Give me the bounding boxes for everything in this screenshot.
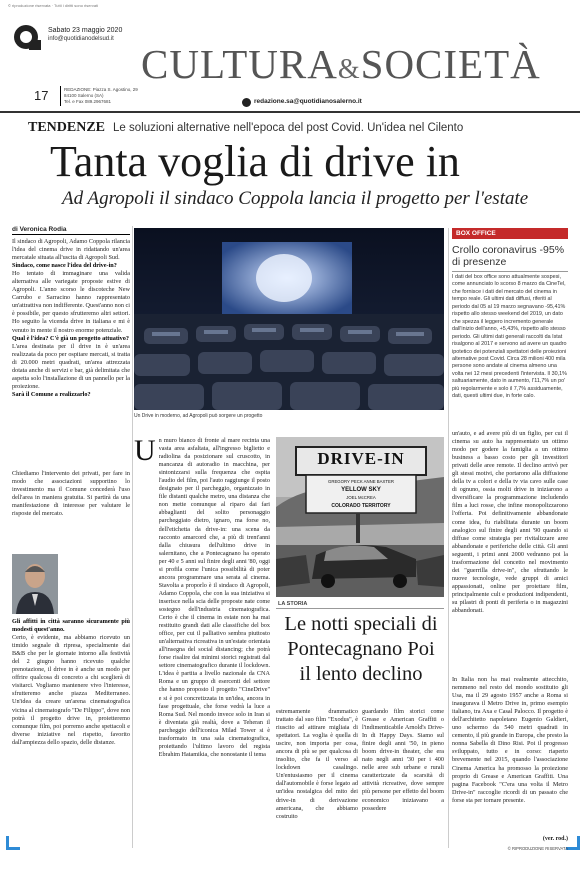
issue-date: Sabato 23 maggio 2020 [48, 27, 123, 34]
masthead-email: info@quotidianodelsud.it [48, 36, 114, 42]
kicker-text: Le soluzioni alternative nell'epoca del post Covid. Un'idea nel Cilento [113, 122, 464, 134]
section-title [141, 40, 541, 88]
masthead-logo [12, 24, 42, 52]
redazione-email: redazione.sa@quotidianosalerno.it [254, 98, 362, 105]
redazione-address-2: 84100 Salerno (SA) [64, 93, 104, 98]
interview-a3: Chiediamo l'intervento dei privati, per fare in modo che associazioni supportino lo investimento ma il Comune concederà l'uso dell'area in maniera gratuita. Si partirà da una manifestazione di interesse per valutare le risposte del mercato. [12, 470, 130, 518]
box-office-label: BOX OFFICE [452, 228, 568, 239]
center-article [134, 437, 270, 837]
interview-p1: Il sindaco di Agropoli, Adamo Coppola rilancia l'idea del cinema drive in ridattando un'area mercatale situata all'uscita di Agropoli Sud. [12, 238, 130, 262]
interview-a4: Certo, è evidente, ma abbiamo ricevuto un timido segnale di ripresa, specialmente dai B&B che per le giornate intorno alla festività del 2 giugno hanno ricevuto qualche prenotazione, il drive in è anche un modo per offrire qualcosa di concreto a chi sceglierà di visitarci. Vogliamo mantenere vivo l'interesse, sfrutteremo anche piazza Mediterraneo. Un'idea da creare un'arena cinematografica vicina al cinematografo "De Filippo", dove non potrà il progetto drive in, proietteremo comunque film, poi porremo anche spettacoli e diverse iniziative nel rispetto, favorito dall'ampiezza dello spazio, delle distanze. [12, 634, 130, 746]
drivein-sign-line1: GREGORY PECK ANNE BAXTER [328, 479, 394, 484]
drivein-night-photo [134, 228, 444, 410]
box-office-body: I dati del box office sono attualmente sospesi, come annunciato lo scorso 8 marzo da CineTel, che fornisce i dati del mercato del cinema in tempo reale. Gli ultimi dati diffusi, riferiti al periodo dal 05 al 19 marzo segnavano -95,41% rispetto allo stesso weekend del 2019, un dato che spezza il leggero incremento generale dall'inizio dell'anno, +5,43%, rispetto allo stesso periodo. Gli ultimi dati generali raccolti da Istat risalgono al 2017 e servono ad avere un quadro ipotetico dei potenziali spettatori delle proiezioni alternative post Covid. Circa 28 milioni 400 mila persone sono andate al cinema almeno una volta nei 12 mesi precedenti l'intervista. Il 30,1% saltuariamente, dato in aumento, l'11,7% un po' più regolarmente e solo il 7,7% assiduamente, dati, questi ultimi due, in forte calo. [452, 274, 567, 400]
interview-a1: Ho tentato di immaginare una valida alternativa alle variegate proposte estive di Agropoli. L'anno scorso le discoteche New Carrubo e Sarracino hanno rappresentato un'attrattiva non indifferente. Quest'anno non ci è possibile, per questo sfrutteremo altri settori. Ho seguito la vicenda drive in italiana e mi è venuto in mente il nostro enorme potenziale. [12, 270, 130, 334]
bottom-column-1: estremamente drammatico trattato dal suo film "Exodus", è riuscito ad attirare migliaia di spettatori. La voglia è quella di uscire, non importa per cosa, ancora di più se per qualcosa di insolito, che fa il verso al lockdown casalingo. Un'entusiasmo per il cinema dall'automobile è forse legato ad un'idea nostalgica del mito dei drive-in di derivazione americana, che abbiamo costruito [276, 708, 358, 820]
kicker [28, 118, 463, 136]
drivein-sign-line2: YELLOW SKY [341, 487, 381, 493]
byline: di Veronica Rodia [12, 226, 67, 233]
storia-headline: Le notti speciali di Pontecagnano Poi il lento declino [284, 613, 438, 685]
box-office-title: Crollo coronavirus -95% di presenze [452, 244, 565, 268]
interview-q2: Qual è l'idea? C'è già un progetto attuativo? [12, 334, 129, 342]
drivein-sign-line4: COLORADO TERRITORY [331, 503, 391, 509]
mayor-portrait [12, 554, 58, 614]
section-title-right: SOCIETÀ [360, 41, 541, 87]
page-number: 17 [34, 88, 49, 103]
interview-a2: L'area destinata per il drive in è un'area realizzata da poco per ospitare mercati, si tratta di 20.000 metri quadrati, un'area attrezzata dotata anche di servizi e bar, già delimitata che aspetta solo l'installazione di un pannello per la proiezione. [12, 342, 130, 390]
copyright: © RIPRODUZIONE RISERVATA [507, 846, 568, 851]
subheadline: Ad Agropoli il sindaco Coppola lancia il progetto per l'estate [62, 188, 529, 209]
section-title-amp: & [337, 54, 361, 85]
dropcap: U [134, 437, 156, 467]
interview-column-3 [62, 556, 130, 614]
interview-column-4 [12, 618, 130, 848]
interview-q4: Gli affitti in città saranno sicuramente più modesti quest'anno. [12, 618, 130, 634]
email-icon [242, 98, 251, 107]
corner-mark-right [566, 836, 580, 850]
redazione-address-3: Tel. e Fax 089.2967681 [64, 99, 112, 104]
headline: Tanta voglia di drive in [50, 137, 460, 186]
center-article-text: n muro bianco di fronte al mare recinta una vasta area asfaltata, all'ingresso biglietto e radiolina da posizionare sul cruscotto, in mancanza di autoradio in macchina, per sintonizzarsi sulla frequenza che ospita l'audio del film, poi l'auto raggiunge il posto designato per il parcheggio, organizzato in file distanti qualche metro, una distanza che non mette comunque al riparo dai fari abbaglianti del solito personaggio parcheggiato dietro, ignaro, ma forse no, dell'etichetta da drive-in: una scena da racconto amarcord che, a più di trent'anni dalla chiusura dell'ultimo drive in salernitano, che a Pontecagnano ha operato per 40 e 5 anni sul finire degli anni '80, oggi si profila come l'unica possibilità di poter ancora programmare una serata al cinema. Stavolta a proporlo è il sindaco di Agropoli, Adamo Coppola, che con la sua iniziativa si inserisce nella scia delle proposte nate come sostegno dell'industria cinematografica. Certo è che il cinema in estate non ha mai restituito grandi dati alle classifiche del box office, per cui il palliativo sembra piuttosto un'alternativa ricreativa in un'estate orientata all'insegna del social distancing; che potrà forse risalire dai minimi storici registrati dal settore cinematografico durante il lockdown. L'idea è partita a livello nazionale da CNA Roma e un gruppo di esercenti del settore che hanno proposto il progetto "CineDrive" e si è poi concretizzata in un'idea, ancora in fase progettuale, che forse vedrà la luce a Roma Sud. Nel mondo invece solo in Iran si è diventata già realtà, dove a Teheran il parcheggio dell'iconica Milad Tower si è trasformato in una sala cinematografica, proiettando l'ultimo lavoro del regista Ebrahim Hatamikia, che nonostante il tema [158, 437, 270, 758]
interview-q3: Sarà il Comune a realizzarlo? [12, 390, 91, 398]
kicker-label: TENDENZE [28, 120, 106, 135]
drivein-vintage-photo [276, 437, 444, 597]
interview-column [12, 238, 130, 468]
photo1-caption: Un Drive in moderno, ad Agropoli può sorgere un progetto [134, 413, 263, 419]
bottom-column-2: guardando film storici come Grease e American Graffiti o l'indimenticabile Arnold's Drive-In di Happy Days. Siamo sul finire degli anni '50, in pieno boom drive-in theater, che era nato negli anni '30 per i 400 nelle aree sub urbane e rurali caratterizzate da scarsità di attività ricreative, dove sempre più persone per effetto del boom economico iniziavano a possedere [362, 708, 444, 812]
drivein-sign-lines [306, 478, 416, 510]
interview-q1: Sindaco, come nasce l'idea del drive-in? [12, 262, 117, 270]
section-title-left: CULTURA [141, 41, 338, 87]
interview-column-2 [12, 470, 130, 554]
redazione-address-1: REDAZIONE: Piazza S. Agostino, 29 [64, 87, 138, 92]
corner-mark-left [6, 836, 20, 850]
drivein-sign-title: DRIVE-IN [317, 449, 405, 468]
right-article-text-2: In Italia non ha mai realmente attecchito, nemmeno nel resto del mondo sostituito gli Usa, ma il 29 agosto 1957 anche a Roma si inaugurava il Metro Drive in, primo esempio italiano, tra Axa e Casal Palocco. Il progetto è dell'architetto napoletano Eugenio Galdieri, uno schermo da 540 metri quadrati in cemento, il più grande in Europa, che presto la nonna Sabella di Dino Risi. Poi il progresso sviluppato, tutto e in corso: riaperto brevemente nel 2015, quando l'associazione Cinema America ha promosso la proiezione proprio di Grease e American Graffiti. Una pagina Facebook "C'era una volta il Metro Drive-in" raccoglie ricordi di un passato che forse sta per tornare presente. [452, 676, 568, 804]
signature: (ver. rod.) [542, 836, 568, 842]
storia-label: LA STORIA [278, 601, 308, 607]
drivein-sign-line3: JOEL McCREA [346, 495, 376, 500]
right-article-text: un'auto, e ad avere più di un figlio, per cui il cinema su auto ha rappresentato un ottimo modo per godere la famiglia a un ottimo business a basso costo per gli investitori privati delle aree remote. Il declino arrivò per gli stessi motivi, che portarono alla diffusione della tv a colori e della tv via cavo sulle case di ognuno, ossia molti drive in iniziarono a diversificare la programmazione includendo film a luci rosse, che infine monopolizzarono l'offerta. Poi definitivamente abbandonate come idea, fu riabilitata durante un boom analogico sul finire degli anni '90 quando si diffuse come strategia per rivitalizzare aree abbandonate e periferiche delle città. Gli anni seguenti, i primi anni 2000 vedranno poi la trasformazione del concetto nel movimento dei "guerrilla drive-in", che sfruttando le nuove tecnologie, vede gruppi di amici appassionati, online per proiettare film, principalmente cult e produzioni indipendenti, su pilastri di ponti di periferia o in magazzini abbandonati. [452, 430, 568, 615]
top-strip: © riproduzione riservata · Tutti i diritti sono riservati [8, 3, 99, 8]
